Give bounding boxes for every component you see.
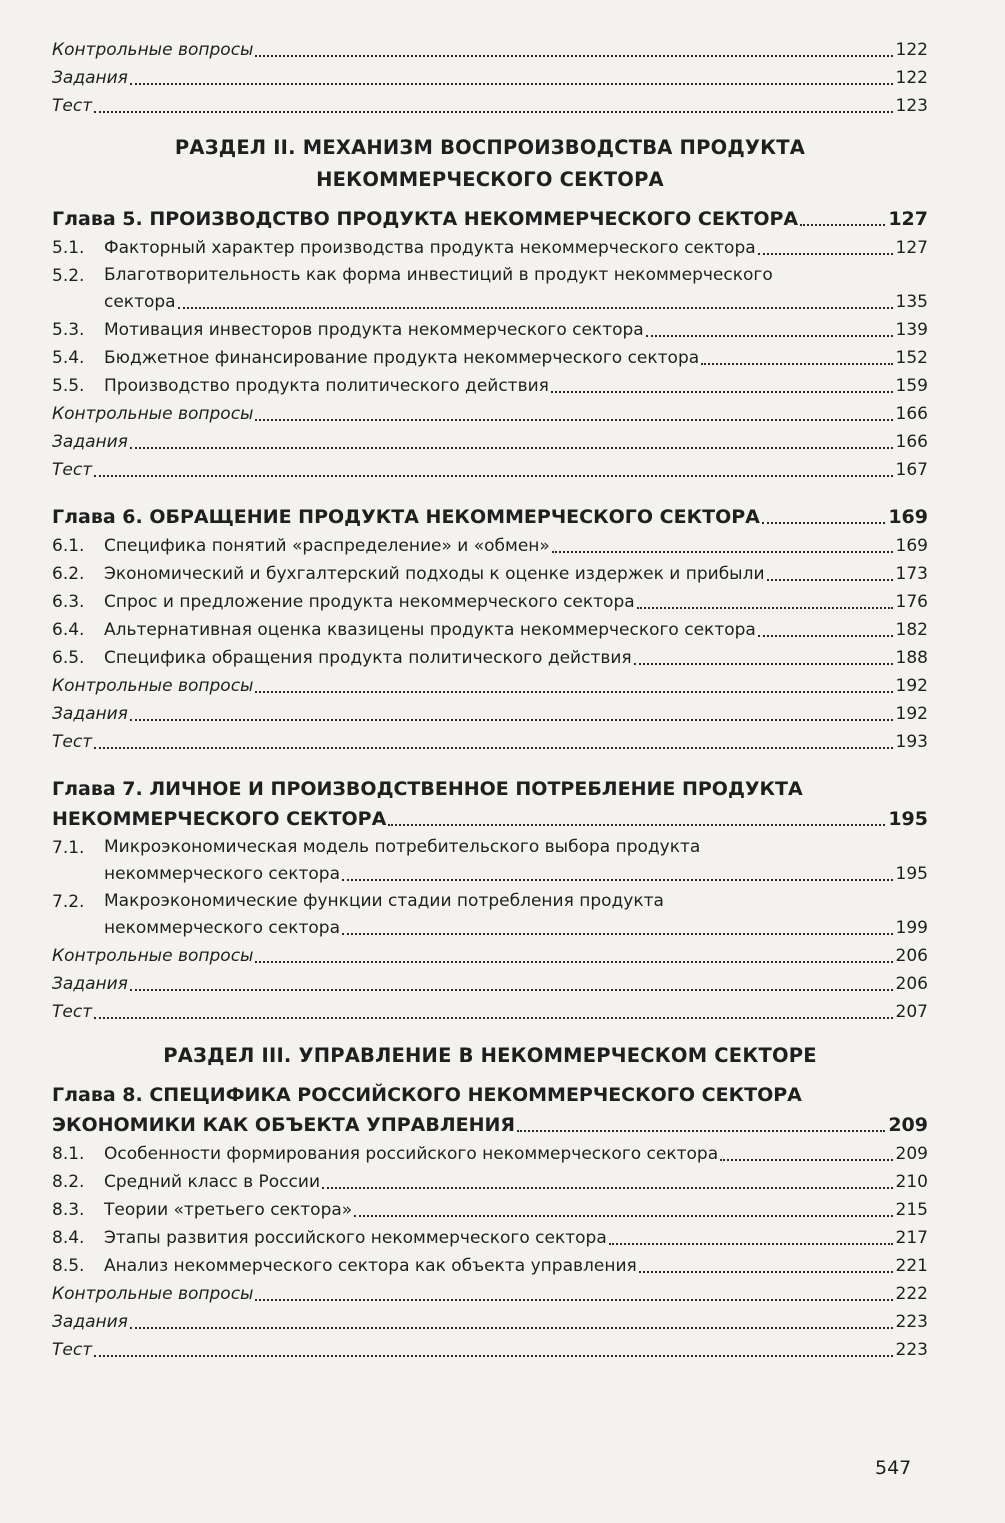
toc-row[interactable]	[52, 64, 928, 92]
toc-row[interactable]	[52, 834, 928, 888]
toc-row-title: Контрольные вопросы	[52, 40, 254, 60]
toc-row-title: Экономический и бухгалтерский подходы к оценке издержек и прибыли	[104, 564, 765, 584]
toc-row-title-cont: сектора	[104, 292, 176, 312]
toc-row-title: Тест	[52, 1340, 93, 1360]
toc-row-title: Тест	[52, 1002, 93, 1022]
toc-row-title: Специфика обращения продукта политического действия	[104, 648, 632, 668]
dot-leader	[322, 1187, 893, 1189]
chapter-title-cont: ЭКОНОМИКИ КАК ОБЪЕКТА УПРАВЛЕНИЯ	[52, 1114, 516, 1136]
dot-leader	[94, 1355, 892, 1357]
toc-row-page: 182	[895, 620, 928, 640]
section-heading	[52, 132, 928, 196]
toc-row[interactable]	[52, 970, 928, 998]
toc-row[interactable]	[52, 1196, 928, 1224]
toc-row[interactable]	[52, 588, 928, 616]
toc-row[interactable]	[52, 1252, 928, 1280]
toc-row-title: Задания	[52, 432, 128, 452]
dot-leader	[720, 1159, 892, 1161]
toc-row[interactable]	[52, 1168, 928, 1196]
toc-row-title: Задания	[52, 974, 128, 994]
dot-leader	[94, 747, 892, 749]
dot-leader	[551, 391, 893, 393]
toc-row-page: 192	[895, 704, 928, 724]
dot-leader	[255, 419, 892, 421]
toc-row-page: 192	[895, 676, 928, 696]
dot-leader	[639, 1271, 893, 1273]
dot-leader	[701, 363, 892, 365]
toc-row[interactable]	[52, 92, 928, 120]
dot-leader	[634, 663, 893, 665]
section-heading-line: РАЗДЕЛ II. МЕХАНИЗМ ВОСПРОИЗВОДСТВА ПРОДУКТА	[174, 136, 806, 159]
chapter-page: 127	[888, 208, 928, 230]
dot-leader	[130, 989, 893, 991]
toc-row-page: 206	[895, 946, 928, 966]
dot-leader	[94, 111, 892, 113]
chapter-title: Глава 7. ЛИЧНОЕ И ПРОИЗВОДСТВЕННОЕ ПОТРЕБЛЕНИЕ ПРОДУКТА	[52, 778, 803, 800]
toc-row-number: 6.4.	[52, 620, 85, 640]
toc-row[interactable]	[52, 344, 928, 372]
toc-row-page: 166	[895, 404, 928, 424]
toc-row-number: 8.3.	[52, 1200, 85, 1220]
toc-row-page: 152	[895, 348, 928, 368]
toc-row-page: 217	[895, 1228, 928, 1248]
chapter-page: 169	[888, 506, 928, 528]
toc-row-page: 169	[895, 536, 928, 556]
toc-row-title: Альтернативная оценка квазицены продукта некоммерческого сектора	[104, 620, 756, 640]
toc-row[interactable]	[52, 728, 928, 756]
chapter-heading[interactable]	[52, 1080, 928, 1140]
dot-leader	[637, 607, 893, 609]
table-of-contents	[52, 36, 928, 1364]
toc-row-number: 8.5.	[52, 1256, 85, 1276]
dot-leader	[94, 475, 892, 477]
toc-row-page: 122	[895, 68, 928, 88]
chapter-page: 195	[888, 808, 928, 830]
toc-row[interactable]	[52, 428, 928, 456]
toc-row-page: 167	[895, 460, 928, 480]
toc-row[interactable]	[52, 36, 928, 64]
toc-row-title: Благотворительность как форма инвестиций в продукт некоммерческого	[104, 265, 773, 285]
toc-row-title: Спрос и предложение продукта некоммерческого сектора	[104, 592, 635, 612]
toc-row-title: Мотивация инвесторов продукта некоммерческого сектора	[104, 320, 644, 340]
toc-row-page: 135	[895, 292, 928, 312]
toc-row-number: 8.1.	[52, 1144, 85, 1164]
toc-row-title: Задания	[52, 68, 128, 88]
dot-leader	[130, 1327, 893, 1329]
toc-row[interactable]	[52, 1140, 928, 1168]
toc-row-page: 193	[895, 732, 928, 752]
toc-row[interactable]	[52, 888, 928, 942]
toc-row-number: 6.5.	[52, 648, 85, 668]
toc-row-page: 127	[895, 238, 928, 258]
toc-row-number: 8.2.	[52, 1172, 85, 1192]
toc-row-number: 7.2.	[52, 892, 85, 912]
toc-row[interactable]	[52, 1308, 928, 1336]
toc-row[interactable]	[52, 400, 928, 428]
toc-row-page: 122	[895, 40, 928, 60]
dot-leader	[255, 55, 892, 57]
toc-row-title: Задания	[52, 1312, 128, 1332]
toc-row-page: 166	[895, 432, 928, 452]
toc-row-page: 159	[895, 376, 928, 396]
section-heading-line: РАЗДЕЛ III. УПРАВЛЕНИЕ В НЕКОММЕРЧЕСКОМ СЕКТОРЕ	[163, 1044, 817, 1067]
toc-row-number: 5.5.	[52, 376, 85, 396]
toc-row-title-cont: некоммерческого сектора	[104, 864, 340, 884]
toc-row-number: 6.2.	[52, 564, 85, 584]
chapter-title-cont: НЕКОММЕРЧЕСКОГО СЕКТОРА	[52, 808, 387, 830]
toc-row-title: Теории «третьего сектора»	[104, 1200, 353, 1220]
dot-leader	[517, 1130, 885, 1132]
toc-row-page: 221	[895, 1256, 928, 1276]
toc-row[interactable]	[52, 532, 928, 560]
section-heading-line: НЕКОММЕРЧЕСКОГО СЕКТОРА	[316, 168, 664, 191]
toc-row-number: 6.1.	[52, 536, 85, 556]
dot-leader	[178, 307, 893, 309]
toc-row-page: 223	[895, 1312, 928, 1332]
chapter-title: Глава 5. ПРОИЗВОДСТВО ПРОДУКТА НЕКОММЕРЧЕСКОГО СЕКТОРА	[52, 208, 799, 230]
toc-row[interactable]	[52, 316, 928, 344]
dot-leader	[800, 224, 885, 226]
dot-leader	[762, 522, 885, 524]
toc-row-page: 123	[895, 96, 928, 116]
page-number: 547	[875, 1457, 912, 1479]
toc-row-title: Факторный характер производства продукта некоммерческого сектора	[104, 238, 756, 258]
toc-row[interactable]	[52, 1224, 928, 1252]
dot-leader	[758, 635, 893, 637]
toc-row-title: Микроэкономическая модель потребительского выбора продукта	[104, 837, 701, 857]
toc-row-title: Производство продукта политического действия	[104, 376, 549, 396]
dot-leader	[758, 253, 893, 255]
toc-row-number: 5.1.	[52, 238, 85, 258]
chapter-title: Глава 6. ОБРАЩЕНИЕ ПРОДУКТА НЕКОММЕРЧЕСКОГО СЕКТОРА	[52, 506, 760, 528]
toc-row-page: 173	[895, 564, 928, 584]
toc-row-title: Контрольные вопросы	[52, 676, 254, 696]
section-heading	[52, 1040, 928, 1072]
toc-row-page: 199	[895, 918, 928, 938]
toc-row[interactable]	[52, 560, 928, 588]
toc-row-page: 206	[895, 974, 928, 994]
toc-row-number: 8.4.	[52, 1228, 85, 1248]
toc-row[interactable]	[52, 1280, 928, 1308]
dot-leader	[130, 719, 893, 721]
toc-row[interactable]	[52, 700, 928, 728]
toc-row-page: 188	[895, 648, 928, 668]
chapter-title: Глава 8. СПЕЦИФИКА РОССИЙСКОГО НЕКОММЕРЧЕСКОГО СЕКТОРА	[52, 1084, 802, 1106]
toc-row-page: 222	[895, 1284, 928, 1304]
toc-row-page: 176	[895, 592, 928, 612]
dot-leader	[255, 691, 892, 693]
toc-row-title: Контрольные вопросы	[52, 1284, 254, 1304]
toc-row-page: 207	[895, 1002, 928, 1022]
dot-leader	[130, 447, 893, 449]
dot-leader	[342, 933, 893, 935]
dot-leader	[255, 1299, 892, 1301]
toc-row[interactable]	[52, 1336, 928, 1364]
chapter-heading[interactable]	[52, 774, 928, 834]
toc-row-page: 223	[895, 1340, 928, 1360]
toc-row-number: 5.3.	[52, 320, 85, 340]
chapter-page: 209	[888, 1114, 928, 1136]
toc-row-title: Контрольные вопросы	[52, 946, 254, 966]
toc-row-title: Задания	[52, 704, 128, 724]
toc-row-page: 209	[895, 1144, 928, 1164]
toc-row[interactable]	[52, 998, 928, 1026]
toc-row[interactable]	[52, 644, 928, 672]
toc-row[interactable]	[52, 234, 928, 262]
toc-row[interactable]	[52, 262, 928, 316]
toc-row-page: 139	[895, 320, 928, 340]
dot-leader	[354, 1215, 892, 1217]
toc-row-title: Тест	[52, 460, 93, 480]
toc-row[interactable]	[52, 616, 928, 644]
toc-row-number: 5.2.	[52, 266, 85, 286]
chapter-heading[interactable]	[52, 204, 928, 234]
dot-leader	[767, 579, 893, 581]
toc-row-number: 7.1.	[52, 838, 85, 858]
toc-row-page: 210	[895, 1172, 928, 1192]
toc-row-number: 6.3.	[52, 592, 85, 612]
toc-row-title: Бюджетное финансирование продукта некоммерческого сектора	[104, 348, 700, 368]
toc-row[interactable]	[52, 672, 928, 700]
toc-row-title: Этапы развития российского некоммерческого сектора	[104, 1228, 607, 1248]
toc-row-page: 195	[895, 864, 928, 884]
chapter-heading[interactable]	[52, 502, 928, 532]
toc-row-title: Особенности формирования российского некоммерческого сектора	[104, 1144, 719, 1164]
dot-leader	[255, 961, 892, 963]
toc-row-title-cont: некоммерческого сектора	[104, 918, 340, 938]
dot-leader	[94, 1017, 892, 1019]
toc-row-title: Тест	[52, 732, 93, 752]
dot-leader	[130, 83, 893, 85]
dot-leader	[552, 551, 893, 553]
toc-row[interactable]	[52, 372, 928, 400]
dot-leader	[609, 1243, 893, 1245]
toc-row-title: Тест	[52, 96, 93, 116]
toc-row-page: 215	[895, 1200, 928, 1220]
toc-row[interactable]	[52, 456, 928, 484]
dot-leader	[646, 335, 893, 337]
toc-row-title: Макроэкономические функции стадии потребления продукта	[104, 891, 664, 911]
toc-row-title: Анализ некоммерческого сектора как объекта управления	[104, 1256, 637, 1276]
toc-row-title: Специфика понятий «распределение» и «обмен»	[104, 536, 550, 556]
toc-row-title: Средний класс в России	[104, 1172, 321, 1192]
dot-leader	[388, 824, 885, 826]
toc-row[interactable]	[52, 942, 928, 970]
toc-row-number: 5.4.	[52, 348, 85, 368]
toc-row-title: Контрольные вопросы	[52, 404, 254, 424]
dot-leader	[342, 879, 893, 881]
